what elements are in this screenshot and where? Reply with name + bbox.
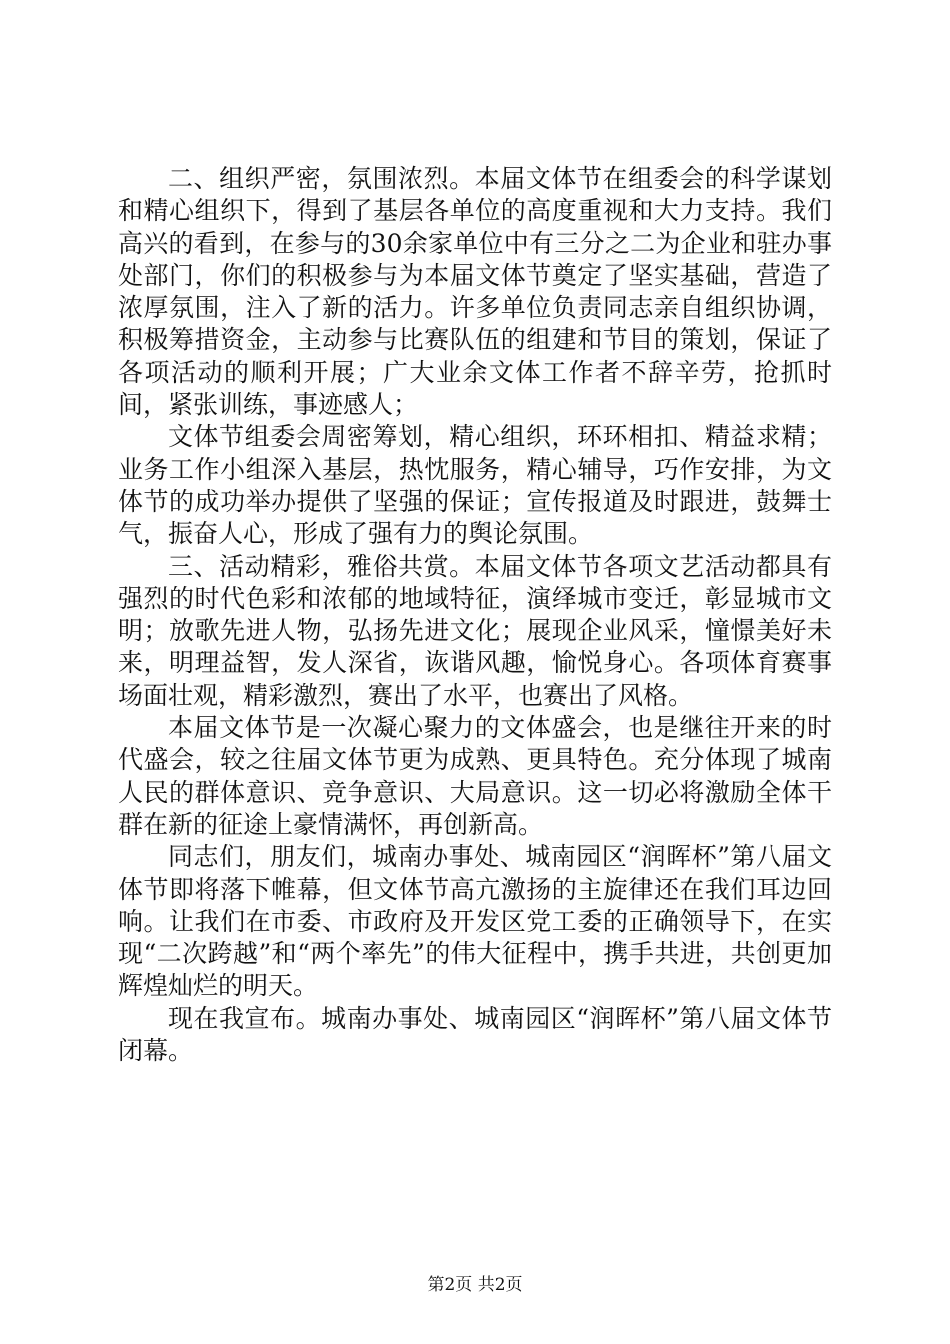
document-body: [118, 163, 832, 1067]
paragraph-4: 本届文体节是一次凝心聚力的文体盛会，也是继往开来的时代盛会，较之往届文体节更为成熟、更具特色。充分体现了城南人民的群体意识、竞争意识、大局意识。这一切必将激励全体干群在新的征途上豪情满怀，再创新高。: [118, 713, 832, 839]
paragraph-3: 三、活动精彩，雅俗共赏。本届文体节各项文艺活动都具有强烈的时代色彩和浓郁的地域特征，演绎城市变迁，彰显城市文明；放歌先进人物，弘扬先进文化；展现企业风采，憧憬美好未来，明理益智，发人深省，诙谐风趣，愉悦身心。各项体育赛事场面壮观，精彩激烈，赛出了水平，也赛出了风格。: [118, 551, 832, 710]
paragraph-5: 同志们，朋友们，城南办事处、城南园区“润晖杯”第八届文体节即将落下帷幕，但文体节高亢激扬的主旋律还在我们耳边回响。让我们在市委、市政府及开发区党工委的正确领导下，在实现“二次跨越”和“两个率先”的伟大征程中，携手共进，共创更加辉煌灿烂的明天。: [118, 842, 832, 1001]
paragraph-1: 二、组织严密，氛围浓烈。本届文体节在组委会的科学谋划和精心组织下，得到了基层各单位的高度重视和大力支持。我们高兴的看到，在参与的30余家单位中有三分之二为企业和驻办事处部门，你们的积极参与为本届文体节奠定了坚实基础，营造了浓厚氛围，注入了新的活力。许多单位负责同志亲自组织协调，积极筹措资金，主动参与比赛队伍的组建和节目的策划，保证了各项活动的顺利开展；广大业余文体工作者不辞辛劳，抢抓时间，紧张训练，事迹感人；: [118, 164, 832, 420]
paragraph-2: 文体节组委会周密筹划，精心组织，环环相扣、精益求精；业务工作小组深入基层，热忱服务，精心辅导，巧作安排，为文体节的成功举办提供了坚强的保证；宣传报道及时跟进，鼓舞士气，振奋人心，形成了强有力的舆论氛围。: [118, 422, 832, 549]
paragraph-6: 现在我宣布。城南办事处、城南园区“润晖杯”第八届文体节闭幕。: [118, 1003, 832, 1066]
page-footer: 第2页 共2页: [427, 1275, 523, 1295]
